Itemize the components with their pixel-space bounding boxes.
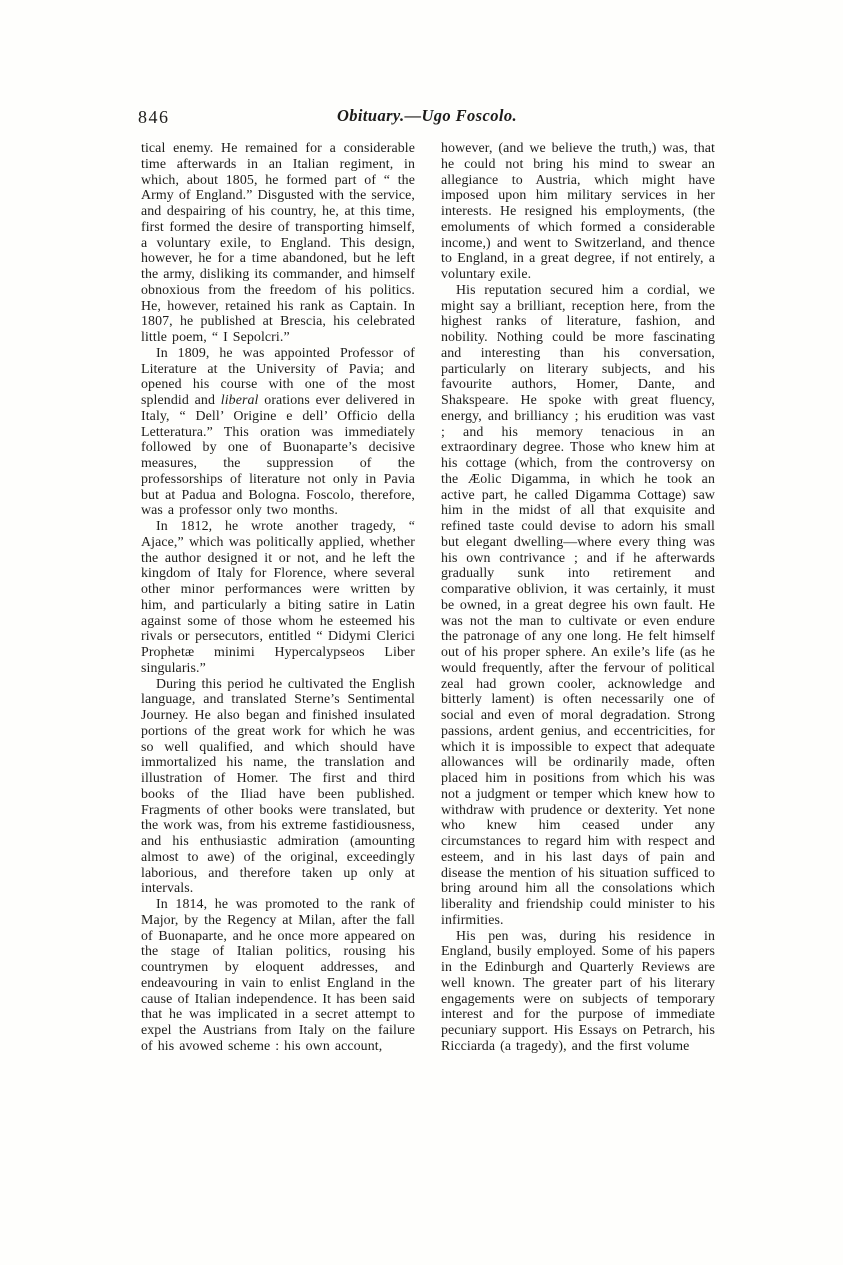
paragraph <box>141 677 415 898</box>
paragraph <box>141 141 415 346</box>
text-run: In 1812, he wrote another tragedy, “ Ajace,” which was politically applied, whether the author designed it or not, and he left the kingdom of Italy for Florence, where several other minor performances were written by him, and particularly a biting satire in Latin against some of those whom he esteemed his rivals or persecutors, entitled “ Didymi Clerici Prophetæ minimi Hypercalypseos Liber singularis.” <box>141 519 415 676</box>
text-run: During this period he cultivated the English language, and translated Sterne’s Sentimental Journey. He also began and finished insulated portions of the great work for which he was so well qualified, and which should have immortalized his name, the translation and illustration of Homer. The first and third books of the Iliad have been published. Fragments of other books were translated, but the work was, from his extreme fastidiousness, and his enthusiastic admiration (amounting almost to awe) of the original, exceedingly laborious, and therefore taken up only at intervals. <box>141 676 415 897</box>
page-number: 846 <box>138 107 170 127</box>
article-body <box>141 141 715 1055</box>
text-run: In 1809, he was appointed Professor of Literature at the University of Pavia; and opened his course with one of the most splendid and <box>141 345 415 408</box>
running-title: Obituary.—Ugo Foscolo. <box>336 106 518 125</box>
text-run: In 1814, he was promoted to the rank of Major, by the Regency at Milan, after the fall of Buonaparte, and he once more appeared on the stage of Italian politics, rousing his countrymen by eloquent addresses, and endeavouring in vain to enlist England in the cause of Italian independence. It has been said that he was implicated in a secret attempt to expel the Austrians from Italy on the failure of his avowed scheme : his own account, <box>141 897 415 1054</box>
text-run: tical enemy. He remained for a considerable time afterwards in an Italian regiment, in which, about 1805, he formed part of “ the Army of England.” Disgusted with the service, and despairing of his country, he, at this time, first formed the desire of transporting himself, a voluntary exile, to England. This design, however, he for a time abandoned, but he left the army, disliking its commander, and himself obnoxious from the freedom of his politics. He, however, retained his rank as Captain. In 1807, he published at Brescia, his celebrated little poem, “ I Sepolcri.” <box>141 141 415 345</box>
left-column <box>141 141 415 1055</box>
text-run: His pen was, during his residence in England, busily employed. Some of his papers in the Edinburgh and Quarterly Reviews are well known. The greater part of his literary engagements were on subjects of temporary interest and for the purpose of immediate pecuniary support. His Essays on Petrarch, his Ricciarda (a tragedy), and the first volume <box>441 928 715 1054</box>
text-run: however, (and we believe the truth,) was, that he could not bring his mind to swear an allegiance to Austria, which might have imposed upon him military services in her interests. He resigned his employments, (the emoluments of which formed a considerable income,) and went to Switzerland, and thence to England, in a great degree, if not entirely, a voluntary exile. <box>441 141 715 282</box>
paragraph <box>141 346 415 519</box>
paragraph <box>441 141 715 283</box>
text-run: His reputation secured him a cordial, we might say a brilliant, reception here, from the highest ranks of literature, fashion, and nobility. Nothing could be more fascinating and interesting than his conversation, particularly on literary subjects, and his favourite authors, Homer, Dante, and Shakspeare. He spoke with great fluency, energy, and brilliancy ; his erudition was vast ; and his memory tenacious in an extraordinary degree. Those who knew him at his cottage (which, from the controversy on the Æolic Digamma, in which he took an active part, he called Digamma Cottage) saw him in the midst of all that exquisite and refined taste could devise to adorn his small but elegant dwelling—where every thing was his own contrivance ; and if he afterwards gradually sunk into retirement and comparative oblivion, it was certainly, it must be owned, in a great degree his own fault. He was not the man to cultivate or even endure the patronage of any one long. He felt himself out of his proper sphere. An exile’s life (as he would frequently, after the fervour of political zeal had grown cooler, acknowledge and bitterly lament) is often necessarily one of social and even of moral degradation. Strong passions, ardent genius, and eccentricities, for which it is impossible to expect that adequate allowances will be ordinarily made, often placed him in positions from which his was not a judgment or temper which knew how to withdraw with prudence or dexterity. Yet none who knew him ceased under any circumstances to regard him with respect and esteem, and in his last days of pain and disease the mention of his situation sufficed to bring around him all the consolations which liberality and friendship could minister to his infirmities. <box>441 282 715 928</box>
italic-text: liberal <box>220 393 259 408</box>
paragraph <box>441 929 715 1055</box>
paragraph <box>141 519 415 677</box>
paragraph <box>141 897 415 1055</box>
right-column <box>441 141 715 1055</box>
paragraph <box>441 283 715 929</box>
page-header <box>140 104 714 136</box>
text-run: orations ever delivered in Italy, “ Dell’ Origine e dell’ Officio della Letteratura.” This oration was immediately followed by one of Buonaparte’s decisive measures, the suppression of the professorships of literature not only in Pavia but at Padua and Bologna. Foscolo, therefore, was a professor only two months. <box>141 393 415 519</box>
